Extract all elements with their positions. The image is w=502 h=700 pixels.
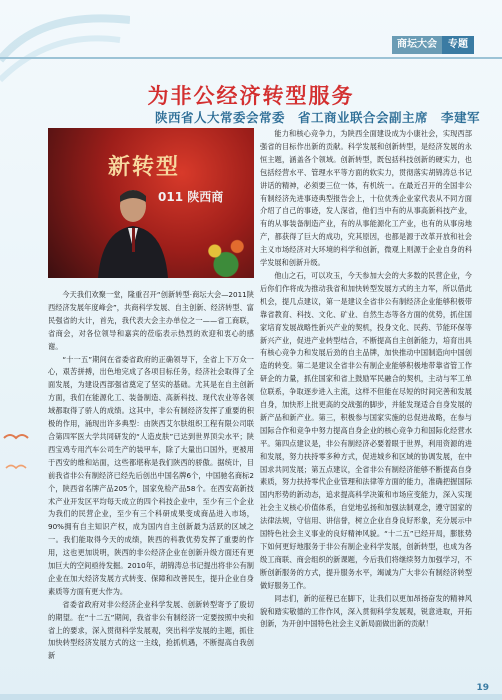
photo-banner-subtext: 011 陕西商 — [158, 190, 224, 204]
paragraph: 今天我们欢聚一堂，隆重召开“创新转型·商坛大会—2011陕西经济发展年度峰会”，共商科学发展、自主创新、经济转型、富民强省的大计，首先，我代表大会主办单位之一——省工商联，省商会，对各位领导和嘉宾的莅临表示热烈的欢迎和衷心的感谢。 — [48, 290, 254, 351]
section-label: 商坛大会 — [392, 36, 442, 54]
section-tag: 专题 — [442, 36, 474, 54]
article-byline: 陕西省人大常委会常委 省工商业联合会副主席 李建军 — [154, 110, 480, 125]
decorative-birds — [2, 428, 32, 498]
paragraph: 能力和核心竞争力，为陕西全面建设成为小康社会，实现西部强省的目标作出新的贡献。科学发展和创新转型，是经济发展的永恒主题，涵盖各个领域。创新转型，既包括科技创新的硬实力，也包括经营水平、管理水平等方面的软实力，贯彻落实胡锦涛总书记讲话的精神，必须要三位一体，有机统一。在最近召开的全国非公有制经济先进事迹典型报告会上，十位优秀企业家代表从不同方面介绍了自己的事迹，发人深省，他们当中有的从事高新科技产业，有的从事装备制造产业，有的从事能源化工产业，也有的从事房地产，都获得了巨大的成功，究其原因，也都是源于改革开放和社会主义市场经济对大环境的科学和创新，微观上则源于企业自身的科学发展和创新升级。 — [260, 129, 472, 268]
header-divider — [0, 57, 502, 59]
right-text-column — [260, 128, 472, 631]
photo-banner-text: 新转型 — [108, 154, 181, 180]
article-title: 为非公经济转型服务 — [147, 84, 355, 108]
paragraph: 他山之石，可以攻玉，今天参加大会的大多数的民营企业，今后你们作将成为推动我省和加快转型发展方式的主力军，所以借此机会，提几点建议，第一是建议全省非公有制经济企业能够积极带靠省教育、科技、文化、矿业、自然生态等各方面的优势，抓住国家培育发展战略性新兴产业的契机，投身文化、民药、节能环保等新兴产业，促进产业转型结合，不断提高自主创新能力，培育出具有核心竞争力和发展后劲的自主品牌，加快推动中国制造向中国创造的转变。第二是建议全省非公有制企业能够积极地带靠省管工作研企的力量，抓住国家和省上鼓励军民融合的契机，主动与军工单位联系，争取逐步进入主流，这样不但能在尽短的时间完善和发展自身，加快形上批更高的交战强的脚步，并能发现适合自身发展的新产品和新产业。第三，积极参与国家实施的总促进战略，在参与国际合作和竞争中努力提高自身企业的核心竞争力和国际化经营水平。第四点建议是，非公有制经济必要着眼于世界，利用资源的进和发展，努力扶持零多种方式，促进城乡和区域的协调发展，在中国求共同发展；第五点建议，全省非公有制经济能够不断提高自身素质，努力扶持零代企业管理和法律等方面的能力，准确把握国际国内形势的新动态，追求提高科学决策和市场应变能力，深入实现社会主义核心价值体系，自觉地弘扬和加强法制观念，遵守国家的法律法规，守信用、讲信誉，树立企业自身良好形象，充分展示中国特色社会主义事业的良好精神风貌。“十二五”已经开局，膨胀势下如何更好地服务于非公有制企业科学发展，创新转型，也成为各级工商联、商会组织的新课题，今后我们将继续努力加强学习，不断创新服务的方式，提升服务水平，竭诚为广大非公有制经济转型做好服务工作。 — [260, 270, 472, 590]
paragraph: “十一五”期间在省委省政府的正确领导下，全省上下万众一心，艰苦拼搏，出色地完成了各项目标任务，经济社会取得了全面发展，为建设西部强省奠定了坚实的基础。尤其是在自主创新方面，我们在能源化工、装备制造、高新科技、现代农业等各领域都取得了骄人的成绩。这其中，非公有制经济发挥了重要的积极的作用，涌现出许多典型：由陕西艾尔肤组织工程有限公司联合第四军医大学共同研发的“人造皮肤”已达到世界顶尖水平；陕西宝鸡专用汽车公司生产的装甲车，除了大量出口国外，更被用于西安的维和站面，这些都堪称是我们陕西的骄傲。据统计，目前我省非公有制经济已经先后创出中国名牌6个，中国驰名商标2个，陕西省名牌产品205个，国家免检产品58个。在西安高新技术产业开发区平均每天成立的四个科技企业中，至少有三个企业为我们的民营企业，至少有三个科研成果变成商品进入市场，90%拥有自主知识产权，成为国内自主创新最为活跃的区域之一。我们能取得今天的成绩，陕西的科教优势发挥了重要的作用，这也更加说明，陕西的非公经济企业在创新升级方面还有更加巨大的空间亟待发掘。2010年，胡锦涛总书记提出将非公有制企业在加大经济发展方式转变、保障和改善民生，提升企业自身素质等方面有更大作为。 — [48, 354, 254, 596]
decorative-swirl — [0, 0, 130, 90]
page-number: 19 — [476, 683, 489, 693]
speaker-photo — [48, 128, 254, 278]
speaker-figure — [88, 178, 168, 278]
left-text-column — [48, 289, 254, 663]
paragraph: 省委省政府对非公经济企业科学发展、创新转型寄予了殷切的期望。在“十二五”期间，我省非公有制经济一定要按照中央和省上的要求，深入贯彻科学发展观，突出科学发展的主题，抓住加快转型经济发展方式的这一主线，抢抓机遇，不断提高自我创新 — [48, 599, 254, 661]
footer-bar — [0, 694, 502, 700]
flower-arrangement — [198, 233, 254, 278]
section-header — [392, 36, 480, 54]
paragraph: 同志们，新的征程已在脚下，让我们以更加昂扬奋发的精神风貌和踏实敬德的工作作风，深入贯彻科学发展观，锐意进取，开拓创新，为开创中国特色社会主义新局面做出新的贡献！ — [260, 593, 472, 629]
